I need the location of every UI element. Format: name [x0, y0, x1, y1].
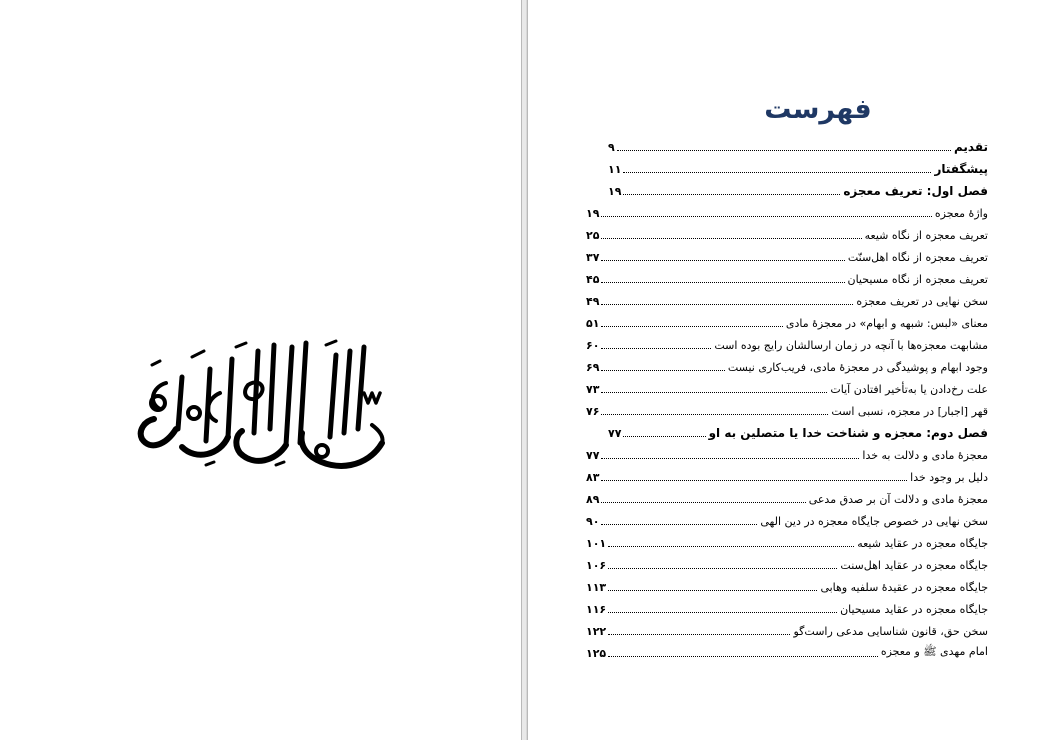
toc-dot-leader — [601, 304, 853, 305]
toc-entry-page-number: ۷۷ — [586, 448, 600, 462]
toc-dot-leader — [617, 150, 951, 151]
toc-entry-page-number: ۶۰ — [586, 338, 600, 352]
toc-dot-leader — [601, 414, 828, 415]
toc-entry-title: وجود ابهام و پوشیدگی در معجزۀ مادی، فریب‌کاری نیست — [727, 360, 988, 374]
toc-entry-title: معنای «لبس: شبهه و ابهام» در معجزۀ مادی — [785, 316, 988, 330]
toc-entry[interactable] — [586, 532, 988, 554]
toc-dot-leader — [601, 392, 827, 393]
toc-entry[interactable] — [586, 598, 988, 620]
left-page — [0, 0, 522, 740]
toc-entry[interactable] — [586, 334, 988, 356]
toc-entry-page-number: ۷۶ — [586, 404, 600, 418]
toc-dot-leader — [608, 590, 817, 591]
toc-dot-leader — [601, 216, 931, 217]
toc-entry[interactable] — [586, 136, 988, 158]
toc-entry[interactable] — [586, 246, 988, 268]
toc-entry-title: علت رخ‌دادن یا به‌تأخیر افتادن آیات — [830, 382, 988, 396]
right-page — [527, 0, 1047, 740]
toc-entry[interactable] — [586, 642, 988, 664]
toc-entry-page-number: ۸۳ — [586, 470, 600, 484]
toc-entry-page-number: ۴۵ — [586, 272, 600, 286]
toc-entry[interactable] — [586, 466, 988, 488]
toc-entry-title: تقدیم — [954, 140, 988, 154]
toc-entry-page-number: ۹۰ — [586, 514, 600, 528]
book-gutter — [522, 0, 526, 740]
toc-entry-title: سخن حق، قانون شناسایی مدعی راست‌گو — [793, 624, 988, 638]
toc-entry-page-number: ۱۹ — [608, 184, 622, 198]
toc-entry-title: امام مهدی ﷺ و معجزه — [880, 645, 988, 658]
toc-entry-title: تعریف معجزه از نگاه شیعه — [864, 228, 988, 242]
toc-dot-leader — [601, 502, 805, 503]
toc-entry[interactable] — [586, 576, 988, 598]
toc-dot-leader — [601, 282, 844, 283]
toc-dot-leader — [601, 238, 861, 239]
toc-entry-page-number: ۱۹ — [586, 206, 600, 220]
toc-entry-title: پیشگفتار — [934, 162, 988, 176]
toc-dot-leader — [608, 612, 837, 613]
toc-entry-title: دلیل بر وجود خدا — [910, 470, 988, 484]
toc-entry-page-number: ۱۲۲ — [586, 624, 607, 638]
toc-entry-title: معجزۀ مادی و دلالت به خدا — [862, 448, 988, 462]
toc-entry-title: سخن نهایی در خصوص جایگاه معجزه در دین الهی — [760, 514, 988, 528]
toc-entry-page-number: ۹ — [608, 140, 615, 154]
toc-entry[interactable] — [586, 356, 988, 378]
toc-entry-title: تعریف معجزه از نگاه مسیحیان — [847, 272, 988, 286]
toc-dot-leader — [608, 656, 878, 657]
basmala-calligraphy-image — [136, 333, 392, 479]
toc-dot-leader — [608, 568, 837, 569]
toc-dot-leader — [601, 348, 711, 349]
toc-dot-leader — [601, 370, 724, 371]
toc-entry[interactable] — [586, 620, 988, 642]
toc-entry-title: جایگاه معجزه در عقاید مسیحیان — [840, 602, 988, 616]
toc-entry-page-number: ۱۰۱ — [586, 536, 607, 550]
toc-entry-page-number: ۳۷ — [586, 250, 600, 264]
toc-entry[interactable] — [586, 444, 988, 466]
toc-entry-page-number: ۸۹ — [586, 492, 600, 506]
toc-entry-page-number: ۲۵ — [586, 228, 600, 242]
toc-entry-page-number: ۴۹ — [586, 294, 600, 308]
toc-entry-page-number: ۷۷ — [608, 426, 622, 440]
toc-dot-leader — [623, 194, 840, 195]
toc-entry-page-number: ۱۱۶ — [586, 602, 607, 616]
toc-entry[interactable] — [586, 290, 988, 312]
toc-entry-title: معجزۀ مادی و دلالت آن بر صدق مدعی — [808, 492, 988, 506]
toc-entry[interactable] — [586, 510, 988, 532]
toc-entry-title: فصل دوم: معجزه و شناخت خدا یا متصلین به او — [708, 426, 988, 440]
toc-entry-page-number: ۱۱۳ — [586, 580, 607, 594]
toc-dot-leader — [601, 480, 907, 481]
toc-entry[interactable] — [586, 400, 988, 422]
toc-entry-page-number: ۶۹ — [586, 360, 600, 374]
toc-dot-leader — [623, 436, 705, 437]
toc-list — [586, 136, 988, 664]
toc-entry[interactable] — [586, 180, 988, 202]
toc-entry-page-number: ۱۰۶ — [586, 558, 607, 572]
toc-entry-page-number: ۷۳ — [586, 382, 600, 396]
toc-entry-page-number: ۵۱ — [586, 316, 600, 330]
toc-entry-title: واژۀ معجزه — [934, 206, 988, 220]
toc-entry-title: جایگاه معجزه در عقاید اهل‌سنت — [840, 558, 988, 572]
toc-entry-title: مشابهت معجزه‌ها با آنچه در زمان ارسالشان رایج بوده است — [714, 338, 988, 352]
toc-entry-title: فصل اول: تعریف معجزه — [843, 184, 988, 198]
toc-dot-leader — [608, 634, 790, 635]
toc-entry-title: سخن نهایی در تعریف معجزه — [856, 294, 988, 308]
toc-entry[interactable] — [586, 224, 988, 246]
toc-dot-leader — [601, 524, 757, 525]
toc-dot-leader — [623, 172, 931, 173]
toc-entry[interactable] — [586, 488, 988, 510]
toc-entry-page-number: ۱۲۵ — [586, 646, 607, 660]
toc-entry[interactable] — [586, 202, 988, 224]
toc-dot-leader — [601, 260, 844, 261]
toc-dot-leader — [608, 546, 854, 547]
toc-dot-leader — [601, 458, 859, 459]
toc-title: فهرست — [764, 94, 872, 125]
toc-entry-title: جایگاه معجزه در عقیدۀ سلفیه وهابی — [820, 580, 988, 594]
toc-entry[interactable] — [586, 554, 988, 576]
toc-entry[interactable] — [586, 268, 988, 290]
toc-entry[interactable] — [586, 378, 988, 400]
toc-entry[interactable] — [586, 158, 988, 180]
toc-entry-title: جایگاه معجزه در عقاید شیعه — [857, 536, 988, 550]
toc-entry[interactable] — [586, 312, 988, 334]
toc-entry-title: قهر [اجبار] در معجزه، نسبی است — [831, 404, 988, 418]
toc-entry-title: تعریف معجزه از نگاه اهل‌سنّت — [847, 250, 988, 264]
toc-entry-page-number: ۱۱ — [608, 162, 622, 176]
toc-dot-leader — [601, 326, 782, 327]
toc-entry[interactable] — [586, 422, 988, 444]
